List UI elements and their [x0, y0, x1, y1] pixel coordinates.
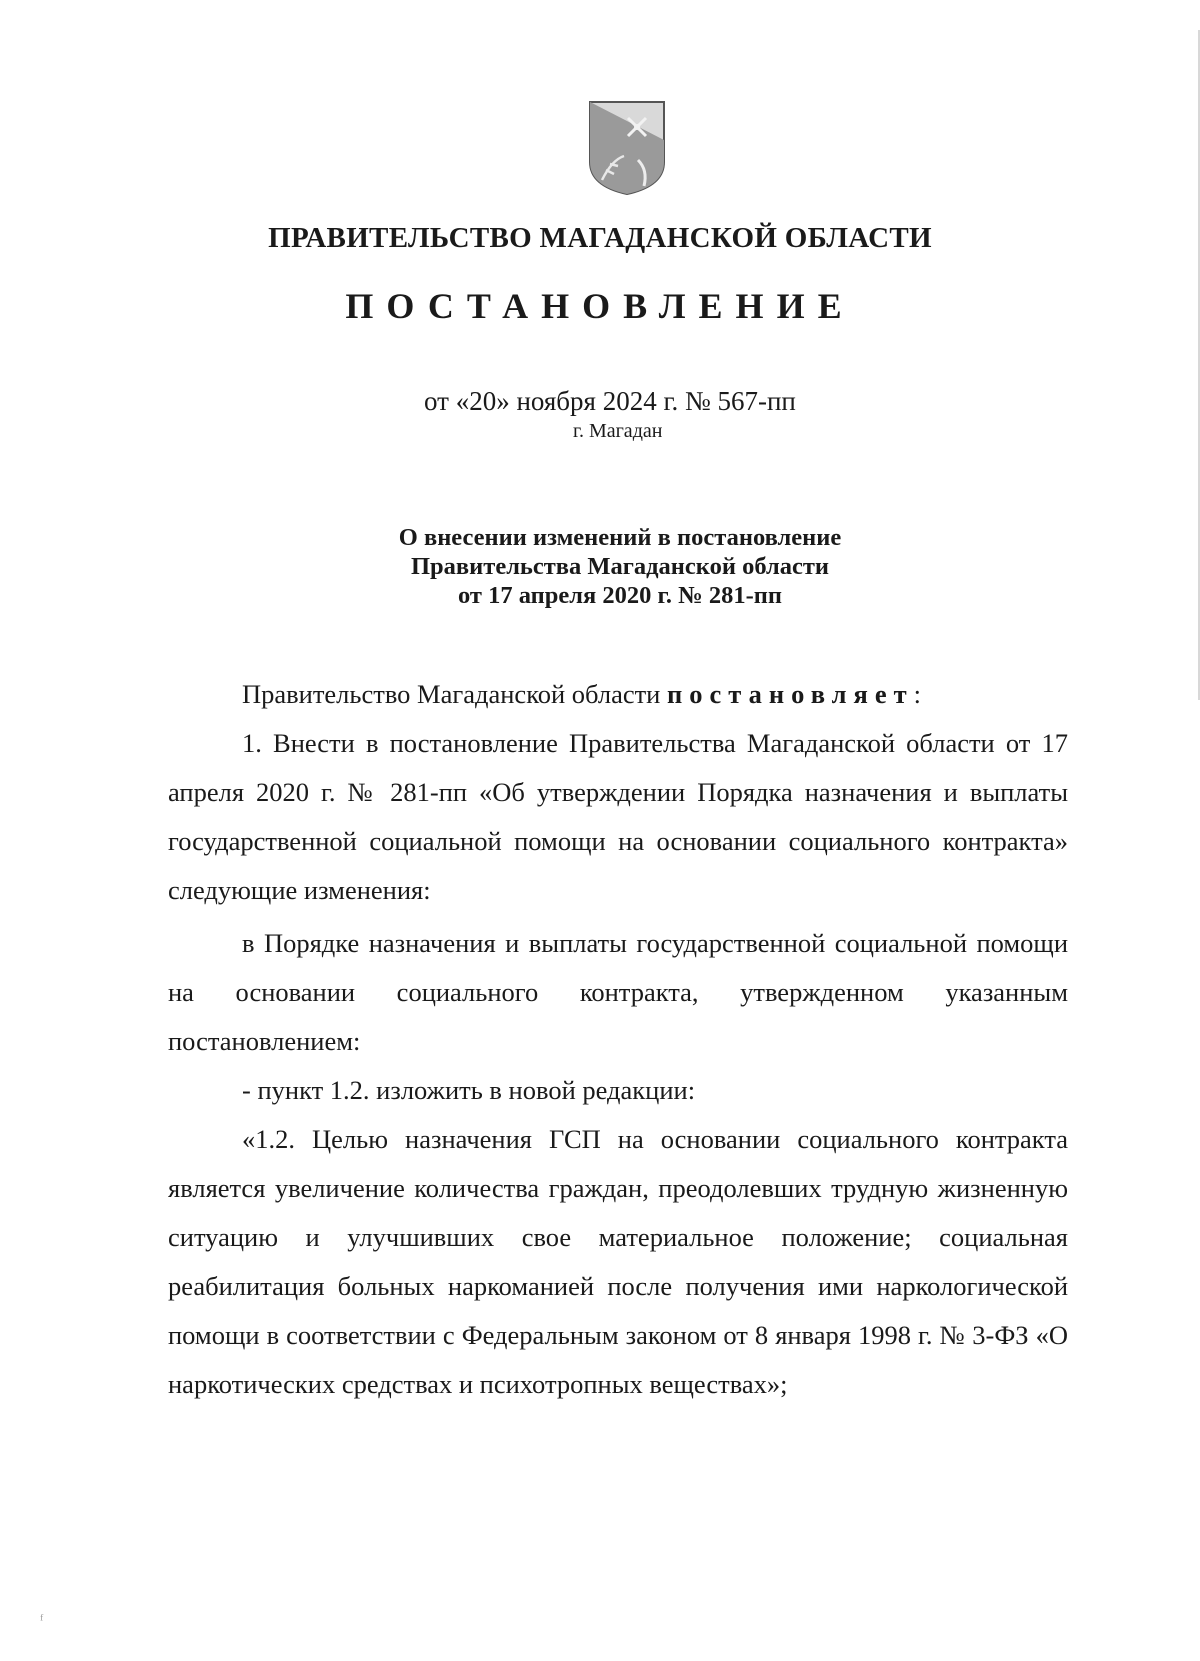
order-paragraph: в Порядке назначения и выплаты государственной социальной помощи на основании социального контракта, утвержденном указанным постановлением:: [168, 928, 1068, 1056]
subject-line: О внесении изменений в постановление: [398, 524, 842, 551]
point-paragraph: - пункт 1.2. изложить в новой редакции:: [242, 1075, 696, 1105]
city: г. Магадан: [573, 420, 663, 442]
scan-speck: ᶠ: [40, 1612, 44, 1629]
document-body: [168, 670, 1068, 1409]
document-type-title: ПОСТАНОВЛЕНИЕ: [345, 286, 855, 326]
preamble-colon: :: [913, 679, 922, 709]
government-name: ПРАВИТЕЛЬСТВО МАГАДАНСКОЙ ОБЛАСТИ: [268, 222, 932, 254]
preamble-paragraph: [168, 670, 1068, 719]
subject-line: Правительства Магаданской области: [411, 553, 829, 580]
preamble-text: Правительство Магаданской области: [242, 679, 667, 709]
date-and-number: от «20» ноября 2024 г. № 567-пп: [424, 386, 796, 416]
document-subject: [0, 523, 1200, 610]
quoted-paragraph: «1.2. Целью назначения ГСП на основании социального контракта является увеличение количества граждан, преодолевших трудную жизненную ситуацию и улучшивших свое материальное положение; социальная реабилитация больных наркоманией после получения ими наркологической помощи в соответствии с Федеральным законом от 8 января 1998 г. № 3-ФЗ «О наркотических средствах и психотропных веществах»;: [168, 1124, 1068, 1399]
subject-line: от 17 апреля 2020 г. № 281-пп: [457, 582, 782, 609]
item-1-paragraph: 1. Внести в постановление Правительства Магаданской области от 17 апреля 2020 г. № 281-пп «Об утверждении Порядка назначения и выплаты государственной социальной помощи на основании социального контракта» следующие изменения:: [168, 728, 1068, 905]
preamble-verb: постановляет: [666, 679, 914, 709]
coat-of-arms-icon: [588, 100, 666, 196]
